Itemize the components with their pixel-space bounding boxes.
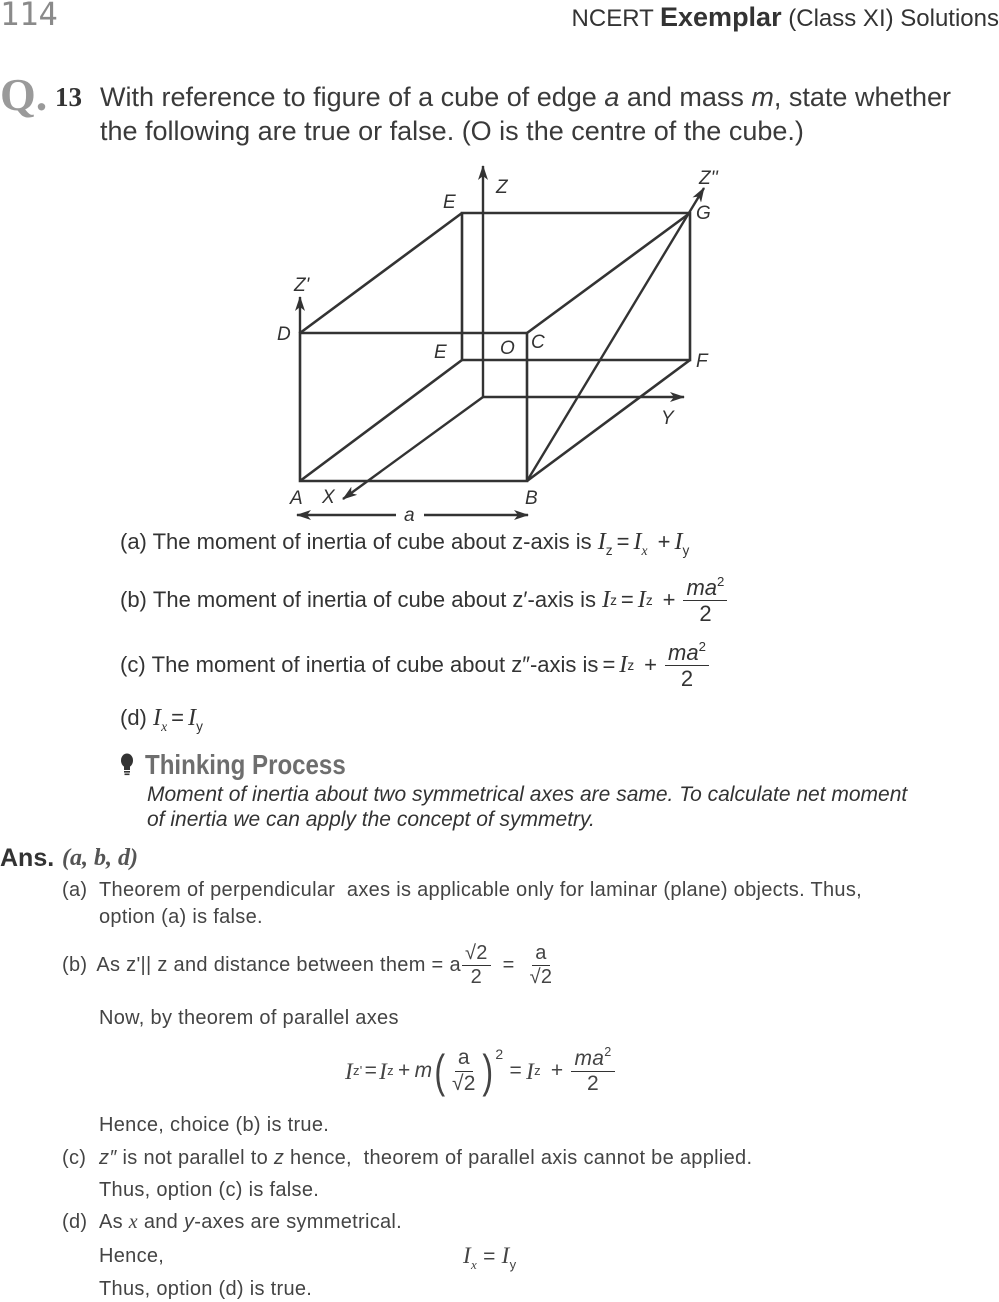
q-text: With reference to figure of a cube of edge — [100, 82, 605, 112]
book-title-suffix: (Class XI) Solutions — [781, 5, 999, 32]
math-symbol: I — [526, 1058, 535, 1084]
math-exponent: 2 — [717, 573, 725, 589]
math-operator: + — [657, 529, 671, 554]
thinking-process-title: Thinking Process — [145, 749, 346, 780]
math-symbol: z — [273, 1147, 285, 1169]
answer-a-line-1: Theorem of perpendicular axes is applicable only for laminar (plane) objects. Thus, — [99, 879, 862, 901]
question-number: 13 — [55, 82, 82, 112]
math-subscript: z — [627, 657, 635, 673]
option-c — [120, 637, 713, 693]
answer-d-line-1 — [99, 1210, 402, 1234]
option-label: (d) — [120, 705, 147, 730]
answer-d-text: and — [137, 1211, 184, 1233]
option-d — [120, 704, 203, 741]
fraction-denominator: 2 — [680, 666, 694, 692]
math-operator: + — [662, 587, 676, 612]
answer-c-text: is not parallel to — [116, 1147, 274, 1169]
option-text: The moment of inertia of cube about z″-axis is — [151, 652, 599, 677]
math-subscript: z — [605, 543, 613, 559]
parallel-axis-equation — [345, 1040, 619, 1102]
option-b — [120, 572, 731, 628]
math-subscript: x — [471, 1256, 478, 1272]
right-parenthesis: ) — [482, 1045, 494, 1097]
math-fraction — [449, 1046, 479, 1095]
math-subscript: z — [645, 592, 653, 608]
math-operator: = — [509, 1059, 523, 1082]
label-E-top: E — [443, 192, 456, 213]
fraction-numerator: a — [532, 942, 549, 966]
label-Z-prime: Z' — [294, 275, 310, 296]
math-subscript: z — [534, 1063, 541, 1078]
answer-b-conclusion: Hence, choice (b) is true. — [99, 1114, 330, 1136]
book-title-bold: Exemplar — [660, 2, 782, 32]
fraction-denominator: 2 — [470, 965, 483, 988]
math-symbol: y — [183, 1211, 195, 1233]
answer-label: Ans. — [0, 844, 55, 872]
answer-b-label: (b) — [62, 954, 88, 976]
math-operator: = — [502, 954, 515, 976]
math-symbol: x — [128, 1211, 138, 1233]
label-Y: Y — [661, 408, 674, 429]
math-subscript: z — [387, 1063, 394, 1078]
answer-b-text: As z'|| z and distance between them = — [96, 954, 444, 976]
math-fraction — [527, 942, 556, 989]
math-symbol: I — [345, 1058, 353, 1084]
math-operator: = — [616, 529, 630, 554]
label-F: F — [696, 351, 708, 372]
math-exponent: 2 — [495, 1046, 504, 1062]
answer-d-hence: Hence, — [99, 1245, 165, 1267]
page-number: 114 — [0, 0, 58, 33]
math-subscript: y — [196, 719, 203, 735]
math-fraction — [571, 1045, 614, 1096]
thinking-process-line-1: Moment of inertia about two symmetrical axes are same. To calculate net moment — [147, 783, 908, 806]
z-double-prime-axis — [527, 188, 704, 481]
answer-d-text: -axes are symmetrical. — [194, 1211, 403, 1233]
math-subscript: x — [161, 719, 168, 735]
math-operator: = — [483, 1245, 496, 1268]
math-operator: = — [602, 652, 616, 677]
answer-b-statement — [62, 937, 559, 993]
label-A: A — [290, 488, 303, 509]
fraction-numerator: ma — [574, 1047, 605, 1071]
label-O: O — [500, 338, 515, 359]
math-symbol: I — [674, 528, 683, 555]
question-text-line-2: the following are true or false. (O is the centre of the cube.) — [100, 116, 804, 146]
math-operator: = — [364, 1059, 378, 1082]
fraction-numerator: ma — [686, 574, 718, 600]
answer-d-text: As — [99, 1211, 129, 1233]
answer-b-line-2: Now, by theorem of parallel axes — [99, 1007, 399, 1029]
math-fraction — [665, 639, 709, 692]
q-var-a: a — [604, 82, 620, 112]
math-symbol: I — [153, 704, 162, 731]
fraction-denominator: √2 — [451, 1071, 476, 1095]
fraction-denominator: 2 — [699, 601, 712, 627]
answer-c-label: (c) — [62, 1147, 87, 1169]
book-title-prefix: NCERT — [571, 5, 661, 32]
answer-d-conclusion: Thus, option (d) is true. — [99, 1278, 313, 1300]
option-label: (c) — [120, 652, 146, 677]
fraction-denominator: √2 — [529, 965, 553, 988]
math-symbol: I — [463, 1242, 471, 1268]
math-operator: = — [171, 705, 184, 730]
math-symbol: I — [602, 586, 611, 613]
label-B: B — [525, 488, 538, 509]
math-symbol: I — [637, 586, 646, 613]
math-subscript: z' — [353, 1063, 363, 1078]
math-symbol: I — [619, 651, 628, 678]
answer-c-conclusion: Thus, option (c) is false. — [99, 1179, 320, 1201]
label-X: X — [322, 487, 335, 508]
option-math — [597, 528, 690, 559]
math-symbol: I — [597, 528, 606, 555]
math-symbol: z″ — [99, 1147, 117, 1169]
math-exponent: 2 — [604, 1045, 612, 1060]
math-coefficient: a — [449, 954, 461, 976]
math-subscript: y — [509, 1256, 517, 1272]
math-subscript: x — [641, 543, 648, 559]
math-symbol: I — [379, 1058, 388, 1084]
math-exponent: 2 — [698, 638, 706, 654]
label-edge-a: a — [404, 505, 415, 526]
cube-figure — [0, 0, 999, 540]
option-text: The moment of inertia of cube about z-axis is — [152, 529, 592, 554]
math-fraction — [462, 942, 491, 989]
label-Z-double-prime: Z'' — [699, 168, 718, 189]
thinking-process-line-2: of inertia we can apply the concept of symmetry. — [147, 808, 595, 831]
answer-c-text: hence, theorem of parallel axis cannot be applied. — [284, 1147, 753, 1169]
option-a — [120, 528, 689, 565]
math-symbol: I — [633, 528, 642, 555]
answer-d-label: (d) — [62, 1211, 88, 1233]
fraction-numerator: √2 — [462, 942, 491, 966]
left-parenthesis: ( — [434, 1045, 446, 1097]
question-marker: Q. — [0, 69, 48, 120]
answer-choices: (a, b, d) — [62, 845, 138, 871]
math-fraction — [683, 574, 727, 627]
answer-a-line-2: option (a) is false. — [99, 906, 263, 928]
label-C: C — [531, 332, 545, 353]
answer-d-equation — [463, 1241, 516, 1279]
math-subscript: z — [610, 592, 617, 608]
math-operator: + — [550, 1059, 564, 1082]
math-operator: = — [620, 587, 634, 612]
cube-edges — [300, 213, 690, 481]
fraction-denominator: 2 — [587, 1072, 600, 1096]
lightbulb-icon — [120, 753, 134, 777]
math-subscript: y — [682, 543, 690, 559]
option-label: (b) — [120, 587, 147, 612]
math-symbol: I — [501, 1242, 510, 1268]
math-symbol: m — [414, 1059, 433, 1082]
answer-a-label: (a) — [62, 879, 88, 901]
x-axis — [343, 397, 483, 499]
answer-c-line-1 — [99, 1146, 752, 1170]
option-label: (a) — [120, 529, 147, 554]
q-var-m: m — [751, 82, 774, 112]
fraction-numerator: a — [455, 1046, 473, 1071]
fraction-numerator: ma — [668, 639, 699, 665]
label-E-inner: E — [434, 342, 447, 363]
q-text: , state whether — [773, 82, 952, 112]
q-text: and mass — [619, 82, 752, 112]
math-operator: + — [397, 1059, 411, 1082]
label-G: G — [696, 203, 711, 224]
math-operator: + — [644, 652, 658, 677]
math-symbol: I — [188, 704, 197, 731]
label-D: D — [277, 324, 291, 345]
label-Z: Z — [496, 177, 508, 198]
option-text: The moment of inertia of cube about z′-axis is — [152, 587, 597, 612]
